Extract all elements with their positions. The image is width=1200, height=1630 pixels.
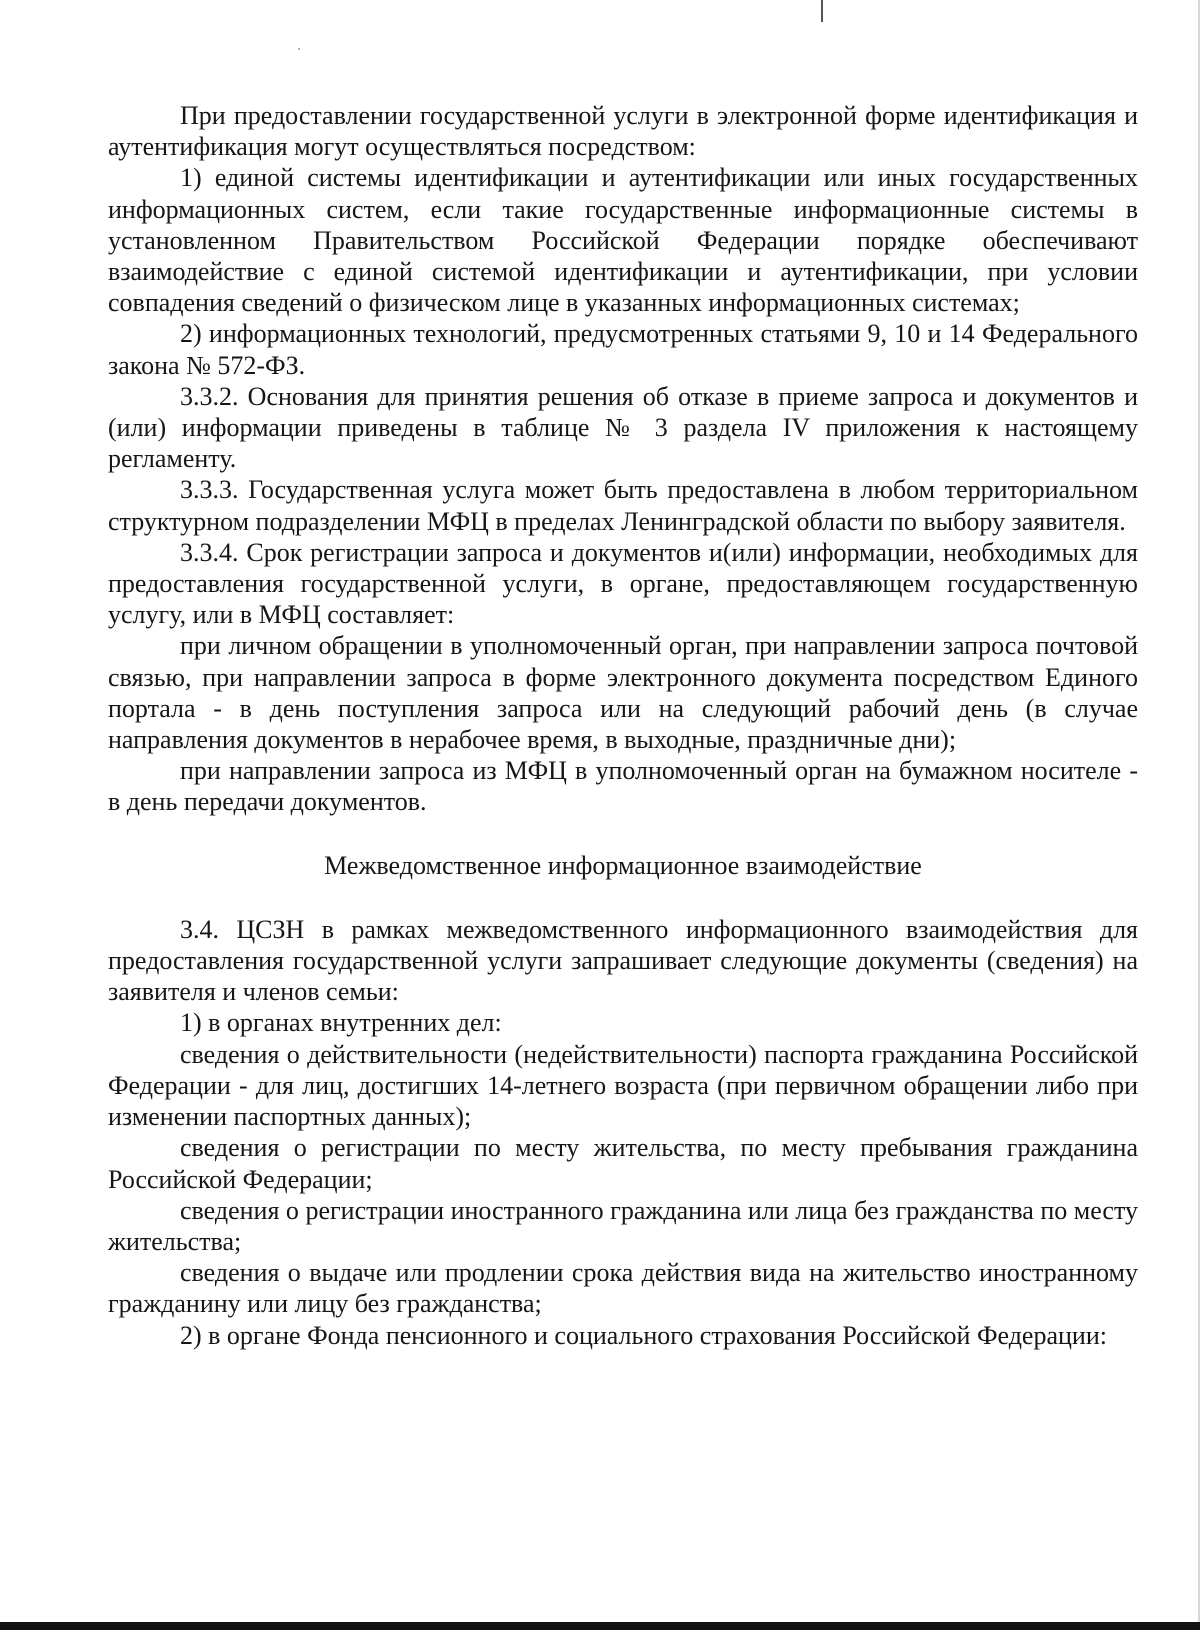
paragraph: при личном обращении в уполномоченный орган, при направлении запроса почтовой связью, при направлении запроса в форме электронного документа посредством Единого портала - в день поступления запроса или на следующий рабочий день (в случае направления документов в нерабочее время, в выходные, праздничные дни); <box>108 631 1138 755</box>
paragraph: сведения о выдаче или продлении срока действия вида на жительство иностранному гражданину или лицу без гражданства; <box>108 1258 1138 1319</box>
paragraph: 1) единой системы идентификации и аутентификации или иных государственных информационных систем, если такие государственные информационные системы в установленном Правительством Российской Федерации порядке обеспечивают взаимодействие с единой системой идентификации и аутентификации, при условии совпадения сведений о физическом лице в указанных информационных системах; <box>108 163 1138 318</box>
paragraph: сведения о регистрации по месту жительства, по месту пребывания гражданина Российской Федерации; <box>108 1133 1138 1194</box>
paragraph: при направлении запроса из МФЦ в уполномоченный орган на бумажном носителе - в день передачи документов. <box>108 756 1138 817</box>
paragraph: сведения о регистрации иностранного гражданина или лица без гражданства по месту жительства; <box>108 1195 1138 1256</box>
paragraph: 1) в органах внутренних дел: <box>180 1008 502 1038</box>
paragraph: 3.3.2. Основания для принятия решения об отказе в приеме запроса и документов и (или) информации приведены в таблице № 3 раздела IV приложения к настоящему регламенту. <box>108 381 1138 474</box>
paragraph: 3.3.3. Государственная услуга может быть предоставлена в любом территориальном структурном подразделении МФЦ в пределах Ленинградской области по выбору заявителя. <box>108 475 1138 536</box>
paragraph: сведения о действительности (недействительности) паспорта гражданина Российской Федерации - для лиц, достигших 14-летнего возраста (при первичном обращении либо при изменении паспортных данных); <box>108 1039 1138 1132</box>
section-heading: Межведомственное информационное взаимодействие <box>324 850 922 880</box>
scan-speck <box>298 48 300 50</box>
paragraph: 2) информационных технологий, предусмотренных статьями 9, 10 и 14 Федерального закона № 572-ФЗ. <box>108 319 1138 380</box>
paragraph: При предоставлении государственной услуги в электронной форме идентификация и аутентификация могут осуществляться посредством: <box>108 101 1138 162</box>
paragraph: 3.3.4. Срок регистрации запроса и документов и(или) информации, необходимых для предоставления государственной услуги, в органе, предоставляющем государственную услугу, или в МФЦ составляет: <box>108 537 1138 630</box>
paragraph: 2) в органе Фонда пенсионного и социального страхования Российской Федерации: <box>180 1320 1107 1350</box>
scan-artifact-mark <box>821 0 823 22</box>
paragraph: 3.4. ЦСЗН в рамках межведомственного информационного взаимодействия для предоставления государственной услуги запрашивает следующие документы (сведения) на заявителя и членов семьи: <box>108 914 1138 1007</box>
document-body <box>108 100 1138 1351</box>
scan-bottom-edge <box>0 1622 1200 1630</box>
